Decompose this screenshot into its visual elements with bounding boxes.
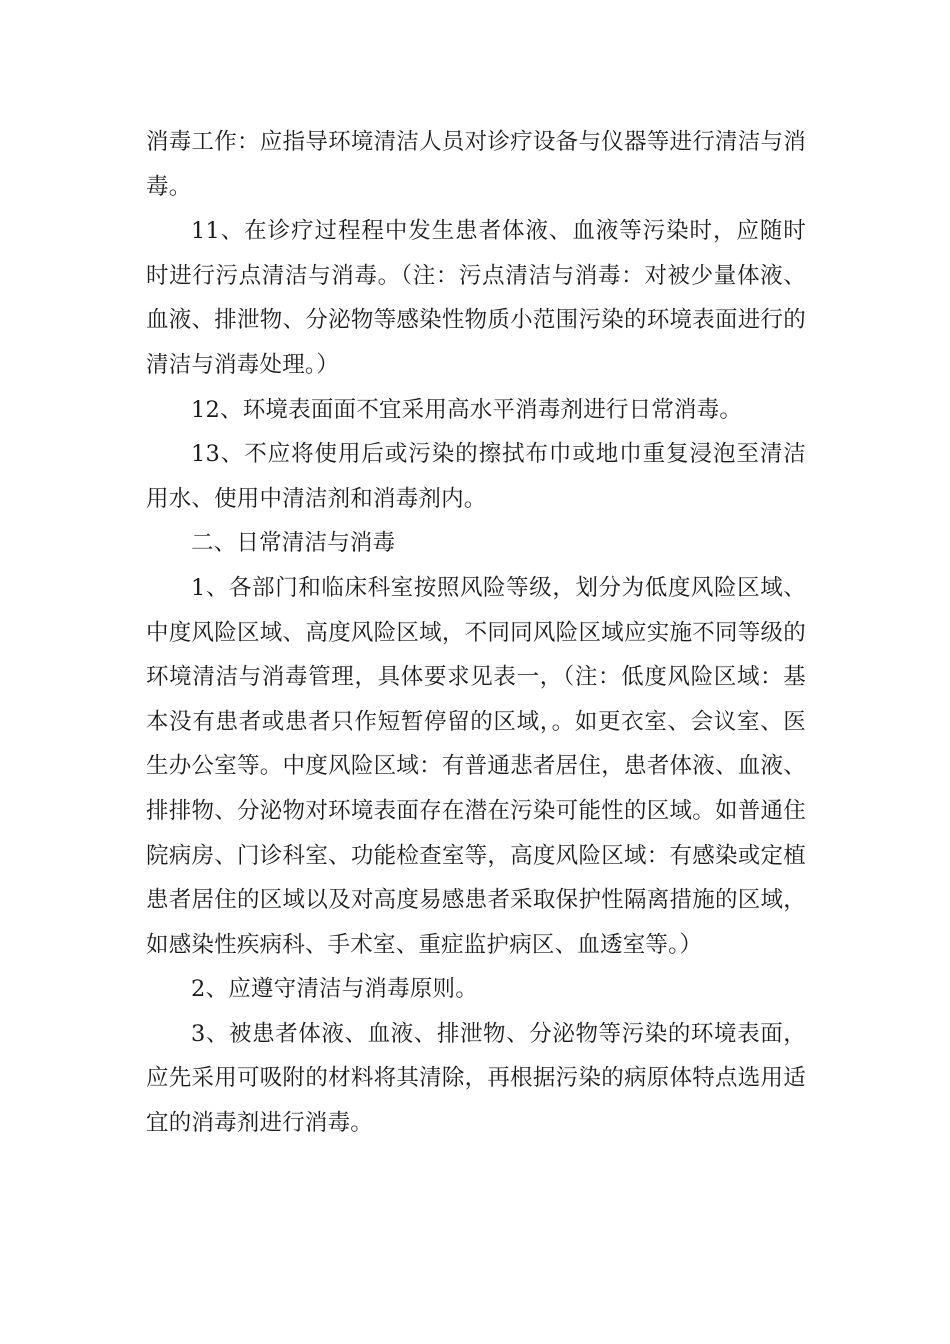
paragraph-item-2: 2、应遵守清洁与消毒原则。 (191, 976, 478, 1003)
document-body (146, 120, 806, 1146)
paragraph-item-12: 12、环境表面面不宜采用高水平消毒剂进行日常消毒。 (191, 396, 743, 423)
paragraph-continuation: 消毒工作：应指导环境清洁人员对诊疗设备与仪器等进行清洁与消毒。 (146, 129, 806, 200)
section-heading: 二、日常清洁与消毒 (191, 530, 396, 557)
paragraph-item-13: 13、不应将使用后或污染的擦拭布巾或地巾重复浸泡至清洁用水、使用中清洁剂和消毒剂内。 (146, 441, 806, 512)
paragraph-item-3: 3、被患者体液、血液、排泄物、分泌物等污染的环境表面，应先采用可吸附的材料将其清除，再根据污染的病原体特点选用适宜的消毒剂进行消毒。 (146, 1020, 806, 1137)
paragraph-item-1: 1、各部门和临床科室按照风险等级，划分为低度风险区域、中度风险区域、高度风险区域，不同同风险区域应实施不同等级的环境清洁与消毒管理，具体要求见表一，（注：低度风险区域：基本没有患者或患者只作短暂停留的区域，。如更衣室、会议室、医生办公室等。中度风险区域：有普通悲者居住，患者体液、血液、排排物、分泌物对环境表面存在潜在污染可能性的区域。如普通住院病房、门诊科室、功能检查室等，高度风险区域：有感染或定植患者居住的区域以及对高度易感患者采取保护性隔离措施的区域，如感染性疾病科、手术室、重症监护病区、血透室等。） (146, 574, 806, 958)
paragraph-item-11: 11、在诊疗过程程中发生患者体液、血液等污染时，应随时时进行污点清洁与消毒。（注：污点清洁与消毒：对被少量体液、血液、排泄物、分泌物等感染性物质小范围污染的环境表面进行的清洁与消毒处理。） (146, 218, 806, 378)
